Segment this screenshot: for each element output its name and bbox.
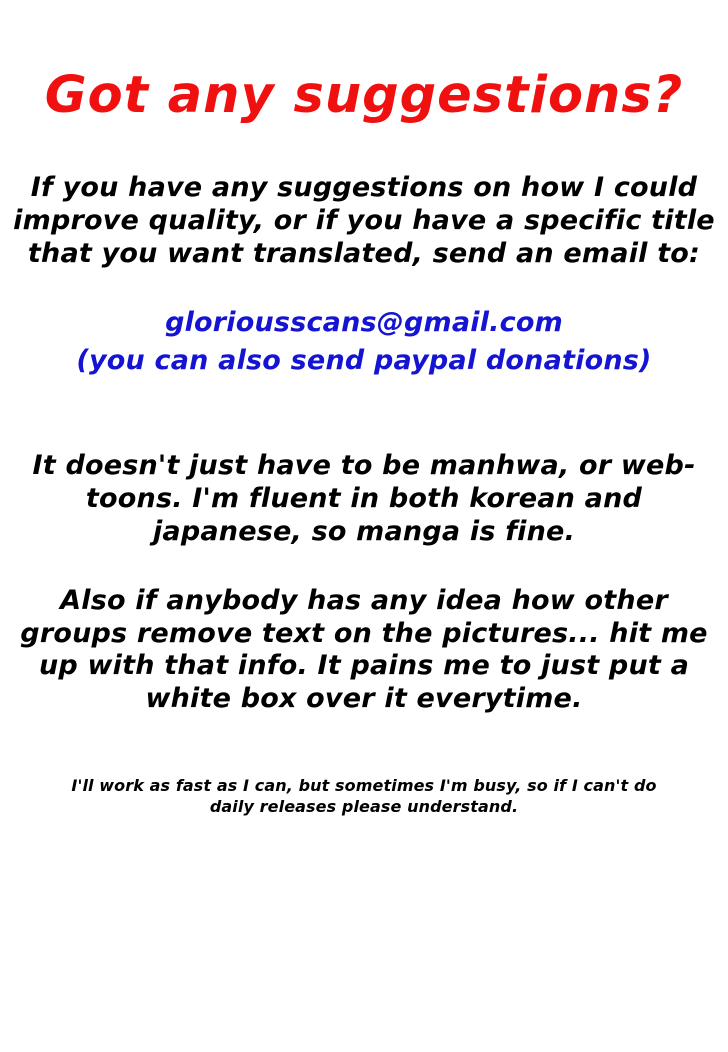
paypal-note: (you can also send paypal donations) bbox=[76, 344, 652, 376]
contact-email[interactable]: gloriousscans@gmail.com bbox=[165, 306, 563, 338]
body-paragraph-request: Also if anybody has any idea how other groups remove text on the pictures... hit me up with that info. It pains me to just put a white box over it everytime. bbox=[20, 584, 708, 715]
footnote-text: I'll work as fast as I can, but sometimes I'm busy, so if I can't do daily releases please understand. bbox=[71, 776, 657, 817]
body-paragraph-languages: It doesn't just have to be manhwa, or web-toons. I'm fluent in both korean and japanese, so manga is fine. bbox=[32, 449, 696, 547]
page-title: Got any suggestions? bbox=[44, 66, 684, 125]
intro-paragraph: If you have any suggestions on how I could improve quality, or if you have a specific title that you want translated, send an email to: bbox=[13, 172, 715, 269]
